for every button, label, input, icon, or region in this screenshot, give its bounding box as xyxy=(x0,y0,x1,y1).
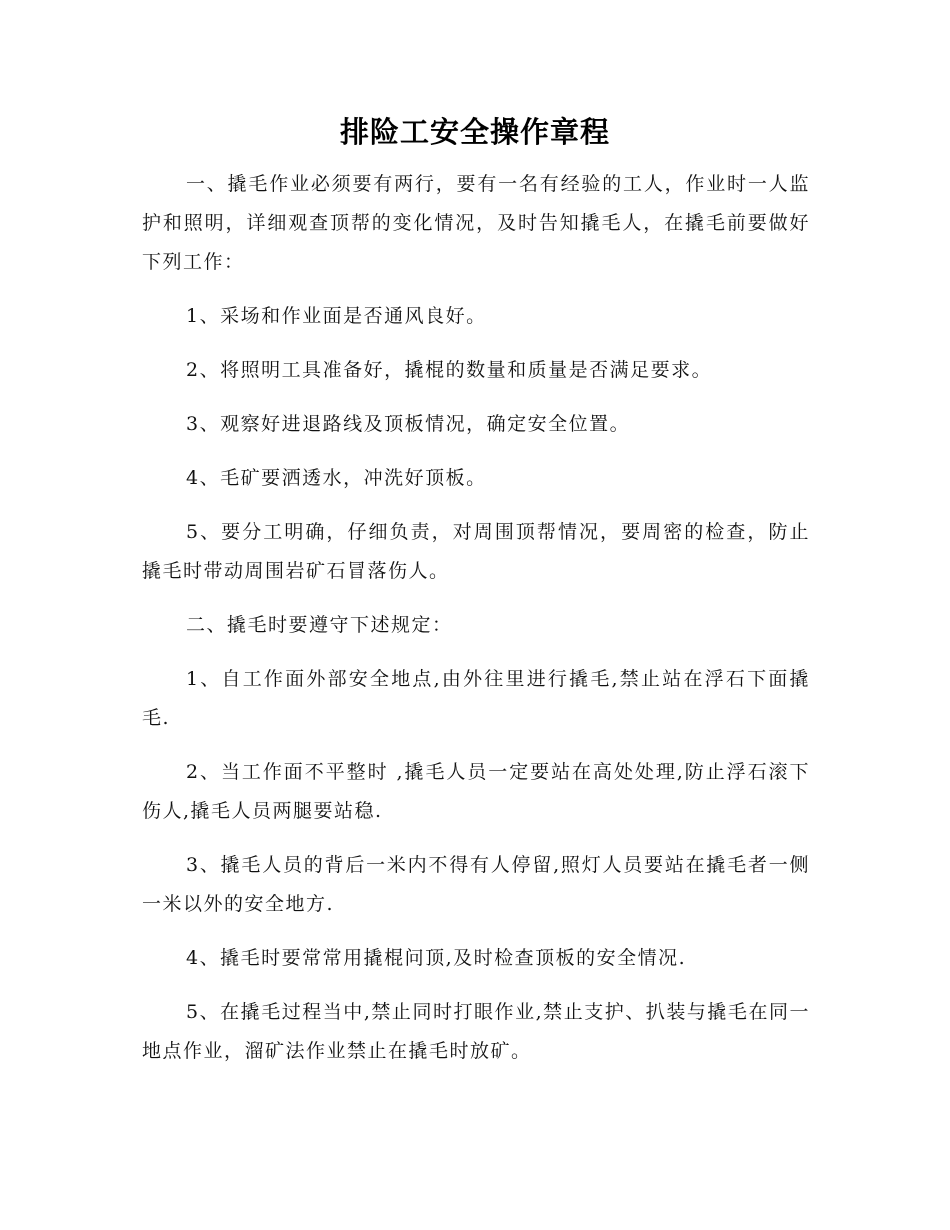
paragraph-item-2-tools: 2、将照明工具准备好，撬棍的数量和质量是否满足要求。 xyxy=(186,359,713,381)
paragraph-item-1-ventilation: 1、采场和作业面是否通风良好。 xyxy=(186,305,487,327)
paragraph-rule-3: 3、撬毛人员的背后一米内不得有人停留,照灯人员要站在撬毛者一侧一米以外的安全地方. xyxy=(142,854,810,915)
paragraph-section-2-heading: 二、撬毛时要遵守下述规定： xyxy=(186,614,453,636)
paragraph-item-4-water: 4、毛矿要洒透水，冲洗好顶板。 xyxy=(186,467,487,489)
paragraph-rule-5: 5、在撬毛过程当中,禁止同时打眼作业,禁止支护、扒装与撬毛在同一地点作业，溜矿法作业禁止在撬毛时放矿。 xyxy=(142,1001,810,1062)
paragraph-rule-2: 2、当工作面不平整时 ,撬毛人员一定要站在高处处理,防止浮石滚下伤人,撬毛人员两腿要站稳. xyxy=(142,761,810,822)
paragraph-rule-4: 4、撬毛时要常常用撬棍问顶,及时检查顶板的安全情况. xyxy=(186,947,687,969)
paragraph-rule-1: 1、自工作面外部安全地点,由外往里进行撬毛,禁止站在浮石下面撬毛. xyxy=(142,668,810,729)
paragraph-item-3-route: 3、观察好进退路线及顶板情况，确定安全位置。 xyxy=(186,413,631,435)
paragraph-section-1-intro: 一、撬毛作业必须要有两行，要有一名有经验的工人，作业时一人监护和照明，详细观查顶帮的变化情况，及时告知撬毛人，在撬毛前要做好下列工作： xyxy=(142,173,810,273)
paragraph-item-5-inspection: 5、要分工明确，仔细负责，对周围顶帮情况，要周密的检查，防止撬毛时带动周围岩矿石冒落伤人。 xyxy=(142,521,810,582)
document-title: 排险工安全操作章程 xyxy=(339,115,610,149)
document-body xyxy=(142,165,810,1086)
